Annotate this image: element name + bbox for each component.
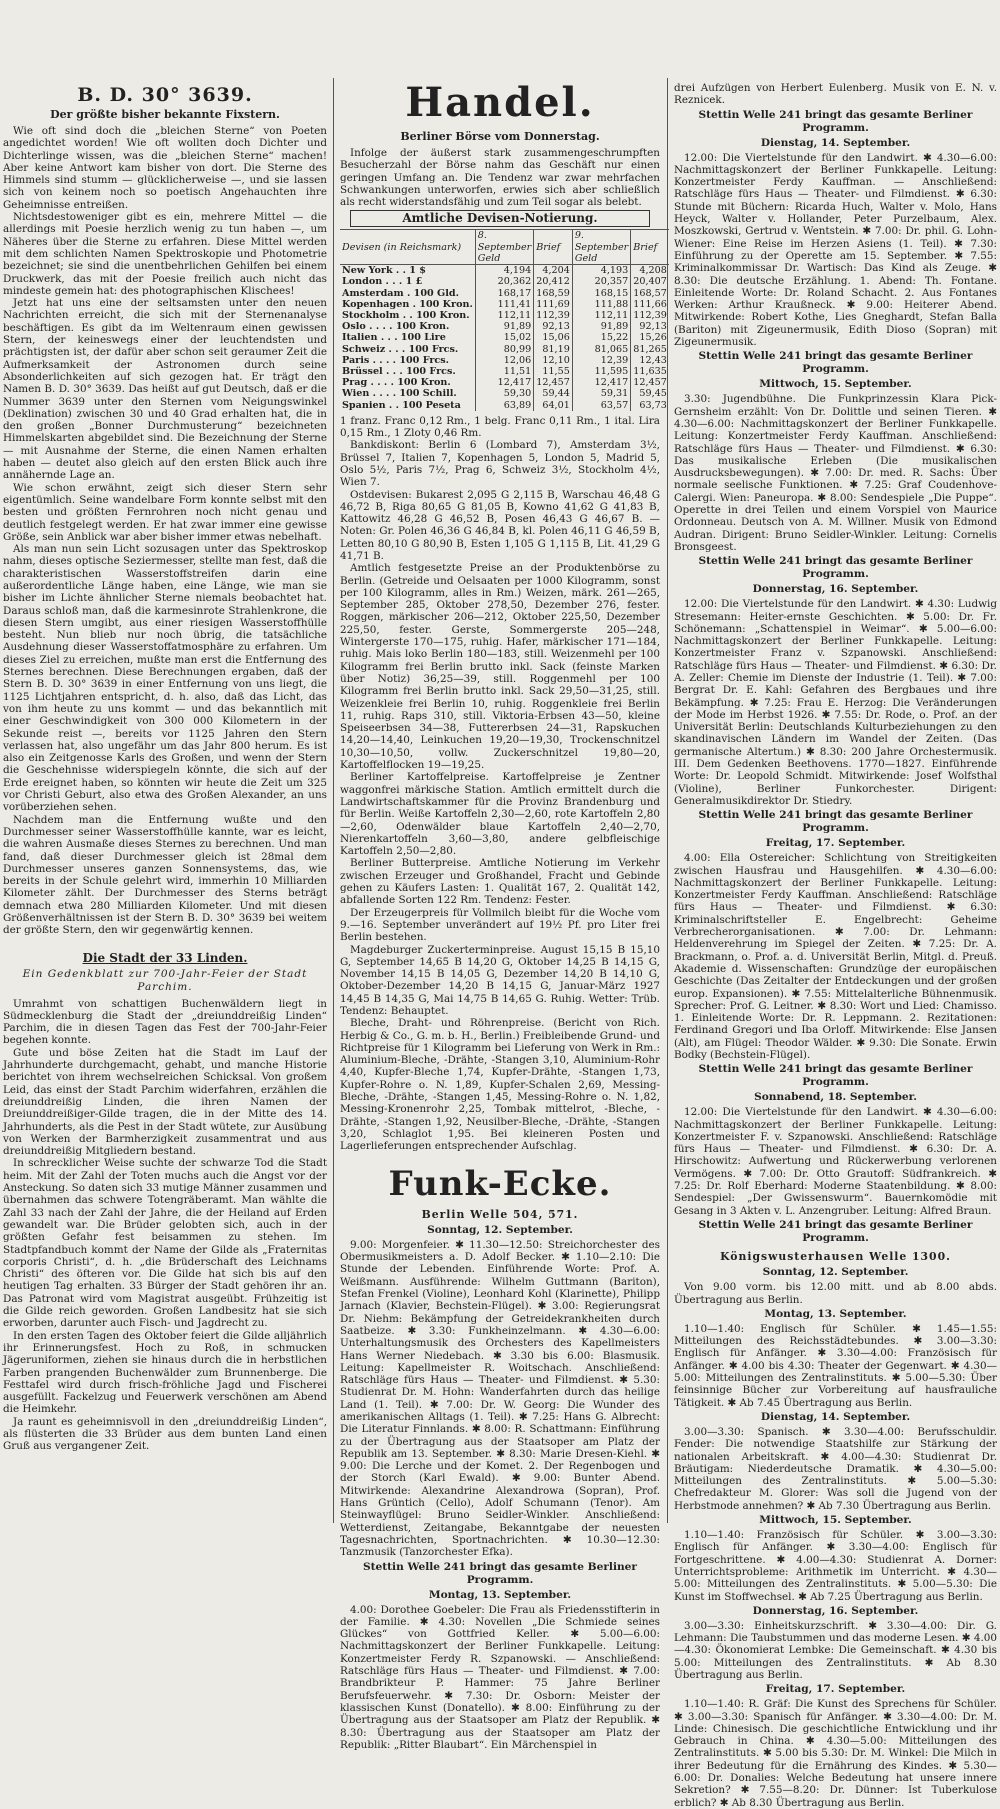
day-header: Montag, 13. September. xyxy=(764,1307,907,1320)
devisen-rate-cell: 12,457 xyxy=(534,377,573,388)
right-column xyxy=(674,82,997,1809)
devisen-rate-cell: 59,31 xyxy=(572,388,630,399)
paragraph: Umrahmt von schattigen Buchenwäldern liegt in Südmecklenburg die Stadt der „dreiunddreißig Linden“ Parchim, die in diesen Tagen das Fest der 700-Jahr-Feier begehen konnte. xyxy=(3,997,327,1047)
day-header: Freitag, 17. September. xyxy=(765,1683,906,1696)
devisen-row xyxy=(340,276,669,287)
devisen-currency-cell: Amsterdam . 100 Gld. xyxy=(342,287,459,299)
devisen-header-cell: Brief xyxy=(534,230,573,265)
devisen-currency-cell: Kopenhagen . 100 Kron. xyxy=(342,298,473,310)
program-paragraph: 12.00: Die Viertelstunde für den Landwirt. ✱ 4.30—6.00: Nachmittagskonzert der Berliner Funkkapelle. Leitung: Konzertmeister Ferdy Kauffman. — Anschließend: Ratschläge fürs Haus — Theater- und Filmdienst. ✱ 6.30: Stunde mit Büchern: Ricarda Huch, Walter v. Molo, Hans Heyck, Walter v. Hollander, Peter Purzelbaum, Alex. Moszkowski, Gertrud v. Wentstein. ✱ 7.00: Dr. phil. G. Lohn-Wiener: Eine Reise im Herzen Asiens (1. Teil). ✱ 7.30: Einführung zu der Operette am 15. September. ✱ 7.55: Kriminalkommissar Dr. Wartisch: Das Kind als Zeuge. ✱ 8.30: Die deutsche Erzählung. 1. Abend: Th. Fontane. Einleitende Worte: Dr. Roland Schacht. 2. Aus Fontanes Werken: Arthur Kraußneck. ✱ 9.00: Heiterer Abend. Mitwirkende: Robert Kothe, Lies Gneghardt, Stefan Balla (Bariton) mit Zigeunermusik, Edith Dioso (Sopran) mit Zigeunermusik. xyxy=(674,151,997,349)
devisen-rate-cell: 112,11 xyxy=(475,310,533,321)
program-paragraph: 4.00: Ella Ostereicher: Schlichtung von Streitigkeiten zwischen Hausfrau und Hausgehilfen. ✱ 4.30—6.00: Nachmittagskonzert der Berliner Funkkapelle. Leitung: Konzertmeister Ferdy Kauffman. Anschließend: Ratschläge fürs Haus — Theater- und Filmdienst. ✱ 6.30: Kriminalschriftsteller E. Engelbrecht: Geheime Verbrecherorganisationen. ✱ 7.00: Dr. Lehmann: Heldenverehrung im Spiegel der Zeiten. ✱ 7.25: Dr. A. Brackmann, o. Prof. a. d. Universität Berlin, Mitgl. d. Preuß. Akademie d. Wissenschaften: Grundzüge der europäischen Geschichte (Das Zeitalter der Entdeckungen und der großen europ. Expansionen). ✱ 7.55: Mittelalterliche Bühnenmusik. Sprecher: Prof. G. Leitner. ✱ 8.30: Wort und Lied: Chamisso. 1. Einleitende Worte: Dr. R. Leppmann. 2. Rezitationen: Ferdinand Gregori und Iba Orloff. Mitwirkende: Else Jansen (Alt), am Flügel: Theodor Wälder. ✱ 9.30: Die Sonate. Erwin Bodky (Bechstein-Flügel). xyxy=(674,852,997,1061)
devisen-rate-cell: 81,065 xyxy=(572,344,630,355)
paragraph: Der Erzeugerpreis für Vollmilch bleibt für die Woche vom 9.—16. September unverändert auf 19½ Pf. pro Liter frei Berlin bestehen. xyxy=(340,906,660,944)
relay-note: Stettin Welle 241 bringt das gesamte Berliner Programm. xyxy=(698,1063,973,1089)
devisen-currency-cell: London . . . 1 £ xyxy=(342,276,423,288)
devisen-rate-cell: 59,30 xyxy=(475,388,533,399)
devisen-header-cell: 8. September Geld xyxy=(475,230,533,265)
program-paragraph: 1.10—1.40: R. Gräf: Die Kunst des Sprechens für Schüler. ✱ 3.00—3.30: Spanisch für Anfänger. ✱ 3.30—4.00: Dr. M. Linde: Chinesisch. Die geschichtliche Entwicklung und ihr Gebrauch in China. ✱ 4.30—5.00: Mitteilungen des Zentralinstituts. ✱ 5.00 bis 5.30: Dr. M. Winkel: Die Milch in ihrer Bedeutung für die Ernährung des Kindes. ✱ 5.30—6.00: Dr. Donalies: Welche Bedeutung hat unsere innere Sekretion? ✱ 7.55—8.20: Dr. Dünner: Ist Tuberkulose erblich? ✱ Ab 8.30 Übertragung aus Berlin. xyxy=(674,1698,997,1809)
devisen-rate-cell: 112,11 xyxy=(572,310,630,321)
devisen-rate-cell: 168,57 xyxy=(631,288,669,299)
devisen-rate-cell: 15,02 xyxy=(475,332,533,343)
program-paragraph: 9.00: Morgenfeier. ✱ 11.30—12.50: Streichorchester des Obermusikmeisters a. D. Adolf Becker. ✱ 1.10—2.10: Die Stunde der Lebenden. Einführende Worte: Prof. A. Weißmann. Ausführende: Wilhelm Guttmann (Bariton), Stefan Frenkel (Violine), Leonhard Kohl (Klarinette), Philipp Jarnach (Klavier, Bechstein-Flügel). ✱ 3.00: Regierungsrat Dr. Niehm: Bekämpfung der Getreidekrankheiten durch Saatbeize. ✱ 3.30: Funkheinzelmann. ✱ 4.30—6.00: Unterhaltungsmusik des Orchesters des Kapellmeisters Hans Werner Niedebach. ✱ 3.30 bis 6.00: Blasmusik. Leitung: Kapellmeister R. Woitschach. Anschließend: Ratschläge fürs Haus — Theater- und Filmdienst. ✱ 5.30: Studienrat Dr. M. Hohn: Wanderfahrten durch das heilige Land (1. Teil). ✱ 7.00: Dr. W. Georg: Die Wunder des amerikanischen Alltags (1. Teil). ✱ 7.25: Hans G. Albrecht: Die Literatur Finnlands. ✱ 8.00: R. Schattmann: Einführung zu der Übertragung aus der Staatsoper am Platz der Republik am 13. September. ✱ 8.30: Marie Dresen-Kiehl. ✱ 9.00: Die Lerche und der Komet. 2. Der Regenbogen und der Storch (Karl Ewald). ✱ 9.00: Bunter Abend. Mitwirkende: Alexandrine Alexandrowa (Sopran), Prof. Hans Grüntich (Cello), Adolf Schumann (Tenor). Am Steinwayflügel: Bruno Seidler-Winkler. Anschließend: Wetterdienst, Zeitangabe, Bekanntgabe der neuesten Tagesnachrichten, Sportnachrichten. ✱ 10.30—12.30: Tanzmusik (Tanzorchester Efka). xyxy=(340,1238,660,1559)
day-header: Mittwoch, 15. September. xyxy=(759,1514,912,1527)
devisen-rate-cell: 12,457 xyxy=(631,377,669,388)
devisen-rate-cell: 4,194 xyxy=(475,265,533,277)
devisen-rate-cell: 111,41 xyxy=(475,299,533,310)
paragraph: Jetzt hat uns eine der seltsamsten unter den neuen Nachrichten erreicht, die sich mit der Sternenanalyse beschäftigen. Es gibt da im Weltenraum einen gewissen Stern, der keineswegs einer der leuchtendsten und prächtigsten ist, der dafür aber schon seit geraumer Zeit die Aufmerksamkeit der Astronomen durch seine Absonderlichkeiten auf sich gezogen hat. Er trägt den Namen B. D. 30° 3639. Das heißt auf gut Deutsch, daß er die Nummer 3639 unter den Sternen vom Neigungswinkel (Deklination) zwischen 30 und 40 Grad erhalten hat, die in den großen „Bonner Durchmusterung“ bezeichneten Himmelskarten abgebildet sind. Die Bezeichnung der Sterne — mit Ausnahme der Sterne, die einen Namen erhalten haben — deutet also gleich auf den ersten Blick auch ihre annähernde Lage an. xyxy=(3,297,327,482)
devisen-row xyxy=(340,388,669,399)
paragraph: In den ersten Tagen des Oktober feiert die Gilde alljährlich ihr Erinnerungsfest. Hoch zu Roß, in schmucken Jägeruniformen, ziehen sie hinaus durch die in herbstlichen Farben prangenden Buchenwälder zum Brunnenberge. Die Festtafel wird durch frisch-fröhliche Jagd und Fischerei ausgefüllt. Fackelzug und Feuerwerk verschönen am Abend die Heimkehr. xyxy=(3,1329,327,1416)
devisen-rate-cell: 20,362 xyxy=(475,276,533,287)
devisen-currency-cell: Italien . . . 100 Lire xyxy=(342,332,446,344)
article-title-linden: Die Stadt der 33 Linden. xyxy=(82,950,248,965)
relay-note: Stettin Welle 241 bringt das gesamte Berliner Programm. xyxy=(698,1218,973,1244)
day-header: Sonnabend, 18. September. xyxy=(754,1091,917,1104)
column-rule-1 xyxy=(333,78,334,1523)
day-header: Donnerstag, 16. September. xyxy=(752,1604,919,1617)
devisen-rate-cell: 11,595 xyxy=(572,366,630,377)
paragraph: Wie oft sind doch die „bleichen Sterne“ von Poeten angedichtet worden! Wie oft wollten doch Dichter und Dichterlinge wissen, was die „bleichen Sterne“ machen! Aber keine Antwort kam bisher von dort. Die Sterne des Himmels sind stumm — glücklicherweise —, und sie lassen sich von keinem noch so poetisch Angehauchten ihre Geheimnisse entreißen. xyxy=(3,125,327,211)
devisen-table xyxy=(340,229,669,410)
devisen-rate-cell: 91,89 xyxy=(572,321,630,332)
paragraph: Magdeburger Zuckerterminpreise. August 15,15 B 15,10 G, September 14,65 B 14,20 G, Oktober 14,25 B 14,15 G, November 14,15 B 14,05 G, Dezember 14,20 B 14,10 G, Oktober-Dezember 14,20 B 14,15 G, Januar-März 1927 14,45 B 14,35 G, Mai 14,75 B 14,65 G. Ruhig. Wetter: Trüb. Tendenz: Behauptet. xyxy=(340,943,660,1017)
program-blocks-kw xyxy=(674,1266,997,1809)
devisen-currency-cell: Wien . . . . 100 Schill. xyxy=(342,388,457,400)
devisen-rate-cell: 92,13 xyxy=(534,321,573,332)
devisen-rate-cell: 59,44 xyxy=(534,388,573,399)
devisen-currency-cell: Spanien . . 100 Peseta xyxy=(342,399,461,411)
devisen-rate-cell: 12,06 xyxy=(475,355,533,366)
devisen-rate-cell: 111,69 xyxy=(534,299,573,310)
day-header: Mittwoch, 15. September. xyxy=(759,378,912,391)
devisen-rate-cell: 168,59 xyxy=(534,288,573,299)
paragraph: Bleche, Draht- und Röhrenpreise. (Bericht von Rich. Herbig & Co., G. m. b. H., Berlin.) Freibleibende Grund- und Richtpreise für 1 Kilogramm bei Lieferung von Werk in Rm.: Aluminium-Bleche, -Drähte, -Stangen 3,10, Aluminium-Rohr 4,40, Kupfer-Bleche 1,74, Kupfer-Drähte, -Stangen 1,73, Kupfer-Rohre o. N. 1,89, Kupfer-Schalen 2,69, Messing-Bleche, -Drähte, -Stangen 1,45, Messing-Rohre o. N. 1,82, Messing-Kronenrohr 2,25, Tombak mittelrot, -Bleche, -Drähte, -Stangen 1,92, Neusilber-Bleche, -Drähte, -Stangen 3,20, Schlaglot 1,95. Bei kleineren Posten und Lagerlieferungen entsprechender Aufschlag. xyxy=(340,1017,660,1153)
devisen-currency-cell: Schweiz . . . 100 Frcs. xyxy=(342,343,459,355)
devisen-currency-cell: Brüssel . . . 100 Frcs. xyxy=(342,365,456,377)
article-title-star: B. D. 30° 3639. xyxy=(77,84,253,106)
program-paragraph: 12.00: Die Viertelstunde für den Landwirt. ✱ 4.30: Ludwig Stresemann: Heiter-ernste Geschichten. ✱ 5.00: Dr. Fr. Schönemann: „Schattenspiel in Weimar“. ✱ 5.00—6.00: Nachmittagskonzert der Berliner Funkkapelle. Leitung: Konzertmeister Franz v. Szpanowski. Anschließend: Ratschläge fürs Haus — Theater- und Filmdienst. ✱ 6.30: Dr. A. Zeller: Chemie im Dienste der Industrie (1. Teil). ✱ 7.00: Bergrat Dr. E. Kahl: Gefahren des Bergbaues und ihre Bekämpfung. ✱ 7.25: Frau E. Herzog: Die Veränderungen der Mode im Herbst 1926. ✱ 7.55: Dr. Rode, o. Prof. an der Universität Berlin: Deutschlands Kulturbeziehungen zu den skandinavischen Ländern im Wandel der Zeiten. (Das germanische Altertum.) ✱ 8.30: 200 Jahre Orchestermusik. III. Dem Gedenken Beethovens. 1770—1827. Einführende Worte: Dr. Leopold Schmidt. Mitwirkende: Josef Wolfsthal (Violine), Berliner Funkorchester. Dirigent: Generalmusikdirektor Dr. Stiedry. xyxy=(674,598,997,807)
paragraph: Gute und böse Zeiten hat die Stadt im Lauf der Jahrhunderte durchgemacht, gehabt, und manche Historie berichtet von ihrem wechselreichen Schicksal. Von großem Leid, das einst der Stadt Parchim widerfahren, erzählen die dreiunddreißig Linden, die ihren Namen der Dreiunddreißiger-Gilde tragen, die in der Mitte des 14. Jahrhunderts, als die Pest in der Stadt wütete, zur Ausübung von Werken der Barmherzigkeit zusammentrat und aus dreiunddreißig Mitgliedern bestand. xyxy=(3,1046,327,1158)
article-subtitle-linden: Ein Gedenkblatt zur 700-Jahr-Feier der Stadt Parchim. xyxy=(22,967,308,993)
devisen-rate-cell: 20,357 xyxy=(572,276,630,287)
program-paragraph: drei Aufzügen von Herbert Eulenberg. Musik von E. N. v. Reznicek. xyxy=(674,82,997,107)
section-title-funk: Funk-Ecke. xyxy=(388,1163,612,1204)
paragraph: Ostdevisen: Bukarest 2,095 G 2,115 B, Warschau 46,48 G 46,72 B, Riga 80,65 G 81,05 B, Kowno 41,62 G 41,83 B, Kattowitz 46,28 G 46,52 B, Posen 46,43 G 46,67 B. — Noten: Gr. Polen 46,36 G 46,84 B, kl. Polen 46,11 G 46,59 B, Letten 80,10 G 80,90 B, Esten 1,105 G 1,115 B, Lit. 41,29 G 41,71 B. xyxy=(340,488,660,562)
devisen-rate-cell: 80,99 xyxy=(475,344,533,355)
devisen-rate-cell: 81,19 xyxy=(534,344,573,355)
paragraph: Infolge der äußerst stark zusammengeschrumpften Besucherzahl der Börse nahm das Geschäft nur einen geringen Umfang an. Die Tendenz war zwar mehrfachen Schwankungen unterworfen, erwies sich aber schließlich als recht widerstandsfähig und zum Teil sogar als belebt. xyxy=(340,147,660,209)
devisen-table-body xyxy=(340,265,669,411)
devisen-currency-cell: Paris . . . . 100 Frcs. xyxy=(342,354,449,366)
devisen-rate-cell: 168,15 xyxy=(572,288,630,299)
day-header: Freitag, 17. September. xyxy=(765,837,906,850)
devisen-row xyxy=(340,377,669,388)
day-header: Dienstag, 14. September. xyxy=(760,1410,911,1423)
devisen-currency-cell: New York . . 1 $ xyxy=(342,265,426,277)
program-paragraph: 3.30: Jugendbühne. Die Funkprinzessin Klara Pick-Gernsheim erzählt: Von Dr. Dolittle und seinen Tieren. ✱ 4.30—6.00: Nachmittagskonzert der Berliner Funkkapelle. Leitung: Konzertmeister Ferdy Kauffman. Anschließend: Ratschläge fürs Haus — Theater- und Filmdienst. ✱ 6.30: Das musikalische Erleben (Die musikalischen Ausdrucksbewegungen). ✱ 7.00: Dr. med. R. Sachs: Über normale seelische Funktionen. ✱ 7.25: Graf Coudenhove-Calergi. Wien: Paneuropa. ✱ 8.00: Sendespiele „Die Puppe“. Operette in drei Teilen und einem Vorspiel von Maurice Ordonneau. Deutsch von A. M. Willner. Musik von Edmond Audran. Dirigent: Bruno Seidler-Winkler. Leitung: Cornelis Bronsgeest. xyxy=(674,393,997,553)
devisen-rate-cell: 112,39 xyxy=(631,310,669,321)
middle-column xyxy=(340,79,667,1751)
devisen-currency-cell: Oslo . . . . 100 Kron. xyxy=(342,321,450,333)
paragraph: Amtlich festgesetzte Preise an der Produktenbörse zu Berlin. (Getreide und Oelsaaten per 1000 Kilogramm, sonst per 100 Kilogramm, alles in Rm.) Weizen, märk. 261—265, September 285, Oktober 278,50, Dezember 276, fester. Roggen, märkischer 206—212, Oktober 225,50, Dezember 225,50, fester. Gerste, Sommergerste 205—248, Wintergerste 170—175, ruhig. Hafer, märkischer 171—184, ruhig. Mais loko Berlin 180—183, still. Weizenmehl per 100 Kilogramm frei Berlin brutto inkl. Sack (feinste Marken über Notiz) 36,25—39, still. Roggenmehl per 100 Kilogramm frei Berlin brutto inkl. Sack 29,50—31,25, still. Weizenkleie frei Berlin 10, ruhig. Roggenkleie frei Berlin 11, ruhig. Raps 310, still. Viktoria-Erbsen 43—50, kleine Speiseerbsen 34—38, Futtererbsen 24—31, Rapskuchen 14,20—14,40, Leinkuchen 19,20—19,30, Trockenschnitzel 10,30—10,50, vollw. Zuckerschnitzel 19,80—20, Kartoffelflocken 19—19,25. xyxy=(340,562,660,772)
paragraph: Berliner Butterpreise. Amtliche Notierung im Verkehr zwischen Erzeuger und Großhandel, Fracht und Gebinde gehen zu Käufers Lasten: 1. Qualität 167, 2. Qualität 142, abfallende Sorten 122 Rm. Tendenz: Fester. xyxy=(340,857,660,907)
devisen-rate-cell: 92,13 xyxy=(631,321,669,332)
devisen-row xyxy=(340,344,669,355)
devisen-rate-cell: 12,417 xyxy=(475,377,533,388)
devisen-rate-cell: 112,39 xyxy=(534,310,573,321)
devisen-rate-cell: 4,193 xyxy=(572,265,630,277)
devisen-rate-cell: 20,412 xyxy=(534,276,573,287)
devisen-rate-cell: 4,208 xyxy=(631,265,669,277)
station-header: Königswusterhausen Welle 1300. xyxy=(720,1249,951,1263)
devisen-header-cell: Brief xyxy=(631,230,669,265)
devisen-row xyxy=(340,265,669,277)
devisen-rate-cell: 15,06 xyxy=(534,332,573,343)
station-header: Berlin Welle 504, 571. xyxy=(421,1207,579,1221)
program-paragraph: Von 9.00 vorm. bis 12.00 mitt. und ab 8.00 abds. Übertragung aus Berlin. xyxy=(674,1281,997,1306)
devisen-rate-cell: 11,635 xyxy=(631,366,669,377)
devisen-row xyxy=(340,366,669,377)
devisen-rate-cell: 63,57 xyxy=(572,400,630,411)
program-paragraph: 12.00: Die Viertelstunde für den Landwirt. ✱ 4.30—6.00: Nachmittagskonzert der Berliner Funkkapelle. Leitung: Konzertmeister F. v. Szpanowski. Anschließend: Ratschläge fürs Haus — Theater- und Filmdienst. ✱ 6.30: Dr. A. Hirschowitz: Aufwertung und Rückerwerbung verlorenen Vermögens. ✱ 7.00: Dr. Otto Grautoff: Südfrankreich. ✱ 7.25: Dr. Rolf Eberhard: Moderne Staatenbildung. ✱ 8.00: Sendespiel: „Der Gwissenswurm“. Bauernkomödie mit Gesang in 3 Akten v. L. Anzengruber. Leitung: Alfred Braun. xyxy=(674,1106,997,1217)
devisen-rate-cell: 11,51 xyxy=(475,366,533,377)
devisen-rate-cell: 91,89 xyxy=(475,321,533,332)
relay-note: Stettin Welle 241 bringt das gesamte Berliner Programm. xyxy=(698,555,973,581)
paragraph: Berliner Kartoffelpreise. Kartoffelpreise je Zentner waggonfrei märkische Station. Amtlich ermittelt durch die Landwirtschaftskammer für die Provinz Brandenburg und für Berlin. Weiße Kartoffeln 2,30—2,60, rote Kartoffeln 2,80—2,60, Odenwälder blaue Kartoffeln 2,40—2,70, Nierenkartoffeln 3,60—3,80, andere gelbfleischige Kartoffeln 2,50—2,80. xyxy=(340,771,660,858)
relay-note: Stettin Welle 241 bringt das gesamte Berliner Programm. xyxy=(698,809,973,835)
day-header: Dienstag, 14. September. xyxy=(760,136,911,149)
relay-note: Stettin Welle 241 bringt das gesamte Berliner Programm. xyxy=(698,108,973,134)
devisen-title: Amtliche Devisen-Notierung. xyxy=(350,210,650,227)
program-paragraph: 3.00—3.30: Spanisch. ✱ 3.30—4.00: Berufsschuldir. Fender: Die notwendige Staatshilfe zur Stärkung der nationalen Arbeitskraft. ✱ 4.00—4.30: Studienrat Dr. Bräutigam: Niederdeutsche Dramatik. ✱ 4.30—5.00: Mitteilungen des Zentralinstituts. ✱ 5.00—5.30: Chefredakteur M. Glorer: Was soll die Jugend von der Herbstmode annehmen? ✱ Ab 7.30 Übertragung aus Berlin. xyxy=(674,1425,997,1512)
devisen-header-cell: Devisen (in Reichsmark) xyxy=(340,230,475,265)
section-title-handel: Handel. xyxy=(405,79,595,126)
devisen-rate-cell: 12,43 xyxy=(631,355,669,366)
devisen-rate-cell: 81,265 xyxy=(631,344,669,355)
devisen-currency-cell: Stockholm . . 100 Kron. xyxy=(342,309,470,321)
paragraph: Nichtsdestoweniger gibt es ein, mehrere Mittel — die allerdings mit Poesie herzlich wenig zu tun haben —, um Näheres über die Sterne zu erfahren. Diese Mittel werden mit dem schlichten Namen Spektroskopie und Photometrie bezeichnet; sie sind die unentbehrlichen Gehilfen bei einem Druckwerk, das mit der Poesie freilich auch nicht das mindeste gemein hat: des photographischen Klischees! xyxy=(3,211,327,297)
paragraph: Wie schon erwähnt, zeigt sich dieser Stern sehr eigentümlich. Seine wandelbare Form konnte selbst mit den besten und größten Fernrohren noch nicht genau und deutlich festgelegt werden. Er hat zwar immer eine gewisse Größe, sein Anblick war aber bisher immer etwas nebelhaft. xyxy=(3,481,327,543)
day-header: Montag, 13. September. xyxy=(428,1588,572,1601)
relay-note: Stettin Welle 241 bringt das gesamte Berliner Programm. xyxy=(362,1560,638,1586)
devisen-rate-cell: 4,204 xyxy=(534,265,573,277)
paragraph: Bankdiskont: Berlin 6 (Lombard 7), Amsterdam 3½, Brüssel 7, Italien 7, Kopenhagen 5, London 5, Madrid 5, Oslo 5½, Paris 7½, Prag 6, Schweiz 3½, Stockholm 4½, Wien 7. xyxy=(340,439,660,489)
paragraph: Ja raunt es geheimnisvoll in den „dreiunddreißig Linden“, als flüsterten die 33 Brüder aus dem bunten Land einen Gruß aus vergangener Zeit. xyxy=(3,1415,327,1453)
devisen-row xyxy=(340,321,669,332)
devisen-row xyxy=(340,332,669,343)
day-header: Sonntag, 12. September. xyxy=(762,1266,909,1279)
article-subtitle-star: Der größte bisher bekannte Fixstern. xyxy=(50,108,280,121)
devisen-rate-cell: 168,17 xyxy=(475,288,533,299)
devisen-note: 1 franz. Franc 0,12 Rm., 1 belg. Franc 0,11 Rm., 1 ital. Lira 0,15 Rm., 1 Zloty 0,46 Rm. xyxy=(340,414,660,440)
devisen-row xyxy=(340,288,669,299)
program-paragraph: 1.10—1.40: Französisch für Schüler. ✱ 3.00—3.30: Englisch für Anfänger. ✱ 3.30—4.00: Englisch für Fortgeschrittene. ✱ 4.00—4.30: Studienrat A. Dorner: Unterrichtsprobleme: Arithmetik im Unterricht. ✱ 4.30—5.00: Mitteilungen des Zentralinstituts. ✱ 5.00—5.30: Die Kunst im Stoffwechsel. ✱ Ab 7.25 Übertragung aus Berlin. xyxy=(674,1529,997,1603)
devisen-rate-cell: 63,73 xyxy=(631,400,669,411)
relay-note: Stettin Welle 241 bringt das gesamte Berliner Programm. xyxy=(698,350,973,376)
program-blocks xyxy=(674,137,997,1245)
program-paragraph: 3.00—3.30: Einheitskurzschrift. ✱ 3.30—4.00: Dir. G. Lehmann: Die Taubstummen und das moderne Lesen. ✱ 4.00—4.30: Ökonomierat Lembke: Die Gemeinschaft. ✱ 4.30 bis 5.00: Mitteilungen des Zentralinstituts. ✱ Ab 8.30 Übertragung aus Berlin. xyxy=(674,1619,997,1681)
devisen-rate-cell: 59,45 xyxy=(631,388,669,399)
devisen-rate-cell: 63,89 xyxy=(475,400,533,411)
program-paragraph: 4.00: Dorothee Goebeler: Die Frau als Friedensstifterin in der Familie. ✱ 4.30: Novellen „Die Schmiede seines Glückes“ von Gottfried Keller. ✱ 5.00—6.00: Nachmittagskonzert der Berliner Funkkapelle. Leitung: Konzertmeister Ferdy R. Szpanowski. — Anschließend: Ratschläge fürs Haus — Theater- und Filmdienst. ✱ 7.00: Brandbrikteur P. Hammer: 75 Jahre Berliner Berufsfeuerwehr. ✱ 7.30: Dr. Osborn: Meister der klassischen Kunst (Donatello). ✱ 8.00: Einführung zu der Übertragung aus der Staatsoper am Platz der Republik. ✱ 8.30: Übertragung aus der Staatsoper am Platz der Republik: „Ritter Blaubart“. Ein Märchenspiel in xyxy=(340,1603,660,1751)
paragraph: In schrecklicher Weise suchte der schwarze Tod die Stadt heim. Mit der Zahl der Toten muchs auch die Angst vor der Ansteckung. So daten sich 33 mutige Männer zusammen und übernahmen das schwere Totengräberamt. Man wählte die Zahl 33 nach der Zahl der Jahre, die der Heiland auf Erden gewandelt war. Die Brüder gelobten sich, auch in der größten Gefahr fest beisammen zu stehen. Im Stadtpfandbuch kommt der Name der Gilde als „Fraternitas corporis Christi“, d. h. „die Brüderschaft des Leichnams Christi“ des öfteren vor. Die Gilde hat sich bis auf den heutigen Tag erhalten. 33 Bürger der Stadt gehören ihr an. Das Patronat wird vom Magistrat ausgeübt. Frühzeitig ist die Gilde reich geworden. Großen Landbesitz hat sie sich erworben, darunter auch Fisch- und Jagdrecht zu. xyxy=(3,1157,327,1330)
devisen-rate-cell: 11,55 xyxy=(534,366,573,377)
day-header: Sonntag, 12. September. xyxy=(427,1223,573,1236)
devisen-rate-cell: 12,39 xyxy=(572,355,630,366)
devisen-rate-cell: 20,407 xyxy=(631,276,669,287)
paragraph: Als man nun sein Licht sozusagen unter das Spektroskop nahm, dieses optische Seziermesser, stellte man fest, daß die charakteristischen Wasserstoffstreifen darin eine außerordentliche Länge haben, eine Länge, wie man sie bisher im Lichte ähnlicher Sterne niemals beobachtet hat. Daraus schloß man, daß die karmesinrote Strahlenkrone, die diesen Stern umgibt, aus einer riesigen Wasserstoffhülle besteht. Nun blieb nur noch übrig, die tatsächliche Ausdehnung dieser Wasserstoffatmosphäre zu erfahren. Um dieses Ziel zu erreichen, mußte man erst die Entfernung des Sternes berechnen. Diese Berechnungen ergaben, daß der Stern B. D. 30° 3639 in einer Entfernung von uns liegt, die 1125 Lichtjahren entspricht, d. h. also, daß das Licht, das von ihm heute zu uns kommt — und das bekanntlich mit einer Geschwindigkeit von 300 000 Kilometern in der Sekunde reist —, bereits vor 1125 Jahren den Stern verlassen hat, also ungefähr um das Jahr 800 herum. Es ist also ein Zeitgenosse Karls des Großen, und wenn der Stern die Geschehnisse widerspiegeln könnte, die sich auf der Erde ereignet haben, so könnten wir heute die Zeit um 325 vor Christi Geburt, also etwa des Großen Alexander, an uns vorüberziehen sehen. xyxy=(3,543,327,814)
devisen-rate-cell: 64,01 xyxy=(534,400,573,411)
devisen-header-cell: 9. September Geld xyxy=(572,230,630,265)
program-paragraph: 1.10—1.40: Englisch für Schüler. ✱ 1.45—1.55: Mitteilungen des Reichsstädtebundes. ✱ 3.00—3.30: Englisch für Anfänger. ✱ 3.30—4.00: Französisch für Anfänger. ✱ 4.00 bis 4.30: Theater der Gegenwart. ✱ 4.30—5.00: Mitteilungen des Zentralinstituts. ✱ 5.00—5.30: Über feinsinnige Bücher zur Vorbereitung auf hausfrauliche Tätigkeit. ✱ Ab 7.45 Übertragung aus Berlin. xyxy=(674,1322,997,1409)
devisen-rate-cell: 12,10 xyxy=(534,355,573,366)
devisen-currency-cell: Prag . . . . 100 Kron. xyxy=(342,377,451,389)
paragraph: Nachdem man die Entfernung wußte und den Durchmesser seiner Wasserstoffhülle kannte, war es leicht, die wahren Ausmaße dieses Sternes zu berechnen. Und man fand, daß dieser Durchmesser gleich ist 28mal dem Durchmesser unseres ganzen Sonnensystems, das, wie bereits in der Schule gelehrt wird, immerhin 10 Milliarden Kilometer zählt. Der Durchmesser des Sterns beträgt demnach etwa 280 Milliarden Kilometer. Und mit diesen Größenverhältnissen ist der Stern B. D. 30° 3639 bei weitem der größte Stern, den wir gegenwärtig kennen. xyxy=(3,813,327,937)
day-header: Donnerstag, 16. September. xyxy=(752,583,919,596)
devisen-rate-cell: 111,88 xyxy=(572,299,630,310)
devisen-row xyxy=(340,299,669,310)
left-column xyxy=(3,78,327,1523)
devisen-rate-cell: 12,417 xyxy=(572,377,630,388)
devisen-rate-cell: 15,22 xyxy=(572,332,630,343)
devisen-rate-cell: 111,66 xyxy=(631,299,669,310)
devisen-rate-cell: 15,26 xyxy=(631,332,669,343)
devisen-row xyxy=(340,310,669,321)
devisen-row xyxy=(340,355,669,366)
devisen-row xyxy=(340,400,669,411)
boerse-subtitle: Berliner Börse vom Donnerstag. xyxy=(400,130,600,143)
